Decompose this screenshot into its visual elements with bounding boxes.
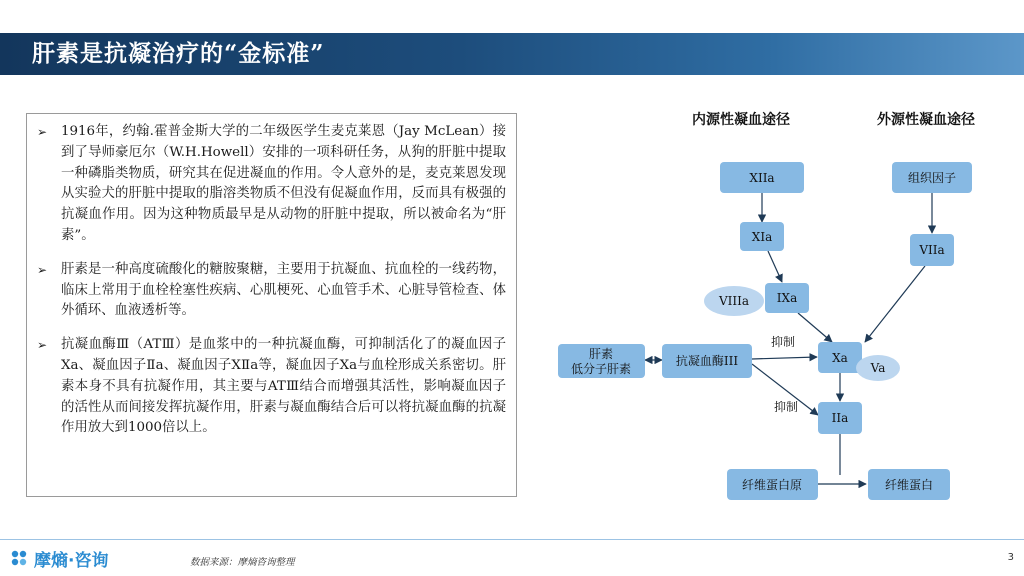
node-viiia-label: VIIIa: [718, 294, 750, 308]
paragraph-usage-text: 肝素是一种高度硫酸化的糖胺聚糖，主要用于抗凝血、抗血栓的一线药物，临床上常用于血栓栓塞性疾病、心肌梗死、心血管手术、心脏导管检查、体外循环、血液透析等。: [61, 261, 506, 319]
node-iia-label: IIa: [831, 411, 849, 425]
node-at3-label: 抗凝血酶III: [675, 354, 739, 368]
arrow-xia-ixa: [768, 251, 782, 282]
node-fibrin: [868, 469, 950, 500]
node-fibrinogen: [727, 469, 818, 500]
arrow-ixa-xa: [798, 313, 832, 342]
arrow-bullet-icon: ➢: [37, 125, 48, 139]
slide-title: 肝素是抗凝治疗的“金标准”: [32, 40, 325, 67]
node-at3: [662, 344, 752, 378]
node-iia: [818, 402, 862, 434]
node-heparin-label-1: 肝素: [588, 347, 614, 361]
node-viia-label: VIIa: [919, 243, 945, 257]
data-source-note: 数据来源：摩熵咨询整理: [190, 557, 295, 568]
node-xa-label: Xa: [832, 351, 848, 365]
node-ixa-label: IXa: [776, 291, 798, 305]
page-number: 3: [1007, 552, 1014, 563]
paragraph-mechanism: [35, 335, 506, 439]
node-fibrin-label: 纤维蛋白: [884, 478, 934, 492]
extrinsic-pathway-header: 外源性凝血途径: [877, 112, 975, 128]
footer-divider: [0, 539, 1024, 540]
node-xiia-label: XIIa: [749, 171, 775, 185]
logo-name: 摩熵·咨询: [34, 550, 109, 571]
inhibit-label-iia: 抑制: [773, 400, 799, 414]
company-logo: [8, 546, 108, 570]
text-panel: [26, 113, 517, 497]
node-viiia: [704, 286, 764, 316]
arrow-bullet-icon: ➢: [37, 262, 48, 277]
intrinsic-pathway-header: 内源性凝血途径: [692, 112, 790, 128]
node-xa: [818, 342, 862, 373]
arrow-bullet-icon: ➢: [37, 338, 48, 353]
arrow-at3-inhibit-xa: [752, 357, 817, 359]
paragraph-mechanism-text: 抗凝血酶Ⅲ（ATⅢ）是血浆中的一种抗凝血酶，可抑制活化了的凝血因子Xa、凝血因子Ⅱa、凝血因子XⅡa等，凝血因子Xa与血栓形成关系密切。肝素本身不具有抗凝作用，其主要与ATⅢ结合而增强其活性，影响凝血因子的活性从而间接发挥抗凝作用，肝素与凝血酶结合后可以将抗凝血酶的抗凝作用放大到1000倍以上。: [61, 337, 506, 436]
node-xia: [740, 222, 784, 251]
node-xia-label: XIa: [751, 230, 773, 244]
node-va: [856, 355, 900, 381]
title-bar: [0, 33, 1024, 75]
paragraph-history-text: 1916年，约翰.霍普金斯大学的二年级医学生麦克莱恩（Jay McLean）接到了导师豪厄尔（W.H.Howell）安排的一项科研任务，从狗的肝脏中提取一种磷脂类物质，研究其在促进凝血的作用。令人意外的是，麦克莱恩发现从实验犬的肝脏中提取的脂溶类物质不但没有促凝血作用，反而具有极强的抗凝血作用。因为这种物质最早是从动物的肝脏中提取，所以被命名为“肝素”。: [61, 124, 506, 243]
node-heparin: [558, 344, 645, 378]
node-ixa: [765, 283, 809, 313]
node-fibrinogen-label: 纤维蛋白原: [741, 478, 803, 492]
node-va-label: Va: [870, 361, 886, 375]
paragraph-history: [35, 122, 506, 247]
node-tissue-factor-label: 组织因子: [907, 171, 957, 185]
arrow-viia-xa: [865, 266, 925, 342]
coagulation-pathway-diagram: [540, 100, 1020, 530]
node-viia: [910, 234, 954, 266]
paragraph-usage: [35, 260, 506, 322]
inhibit-label-xa: 抑制: [770, 335, 796, 349]
node-tissue-factor: [892, 162, 972, 193]
logo-mark-icon: [8, 547, 30, 569]
node-heparin-label-2: 低分子肝素: [570, 362, 632, 376]
node-xiia: [720, 162, 804, 193]
